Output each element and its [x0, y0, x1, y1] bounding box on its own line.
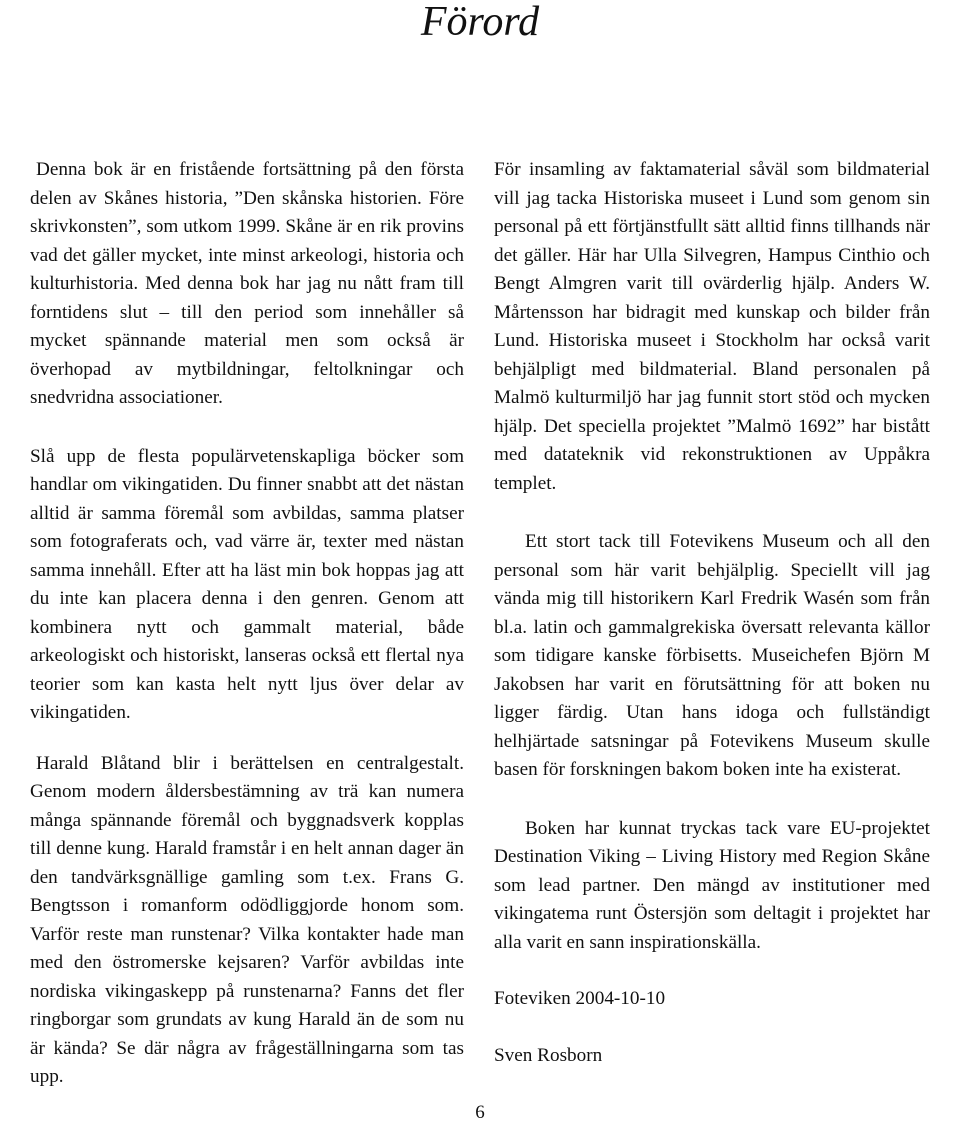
- thanks-paragraph: Ett stort tack till Fotevikens Museum och all den personal som här varit behjälplig. Speciellt vill jag vända mig till historikern Karl Fredrik Wasén som från bl.a. latin och gammalgrekiska översatt relevanta källor som tidigare kanske förbisetts. Museichefen Björn M Jakobsen har varit en förutsättning för att boken nu ligger färdig. Utan hans idoga och fullständigt helhjärtade satsningar på Fotevikens Museum skulle basen för forskningen bakom boken inte ha existerat.: [494, 531, 930, 780]
- author-signature: Sven Rosborn: [494, 1044, 603, 1066]
- page-title: Förord: [420, 0, 540, 45]
- intro-paragraph: Denna bok är en fristående fortsättning på den första delen av Skånes historia, ”Den skånska historien. Före skrivkonsten”, som utkom 1999. Skåne är en rik provins vad det gäller mycket, inte minst arkeologi, historia och kulturhistoria. Med denna bok har jag nu nått fram till forntidens slut – till den period som innehåller så mycket spännande material men som också är överhopad av mytbildningar, feltolkningar och snedvridna associationer.: [30, 159, 464, 408]
- right-column: [494, 156, 930, 1070]
- harald-paragraph: Harald Blåtand blir i berättelsen en centralgestalt. Genom modern åldersbestämning av trä kan numera många spännande föremål och byggnadsverk kopplas till denne kung. Harald framstår i en helt annan dager än den tandvärksgnällige gamling som t.ex. Frans G. Bengtsson i romanform odödliggjorde honom som. Varför reste man runstenar? Vilka kontakter hade man med den östromerske kejsaren? Varför avbildas inte nordiska vikingaskepp på runstenarna? Fanns det fler ringborgar som grundats av kung Harald än de som nu är kända? Se där några av frågeställningarna som tas upp.: [30, 752, 464, 1087]
- place-date: Foteviken 2004-10-10: [494, 988, 666, 1009]
- page-number: 6: [475, 1102, 485, 1123]
- acknowledgement-paragraph: För insamling av faktamaterial såväl som bildmaterial vill jag tacka Historiska museet i Lund som genom sin personal på ett förtjänstfullt sätt alltid finns tillhands när det gäller. Här har Ulla Silvegren, Hampus Cinthio och Bengt Almgren varit till ovärderlig hjälp. Anders W. Mårtensson har bidragit med kunskap och bilder från Lund. Historiska museet i Stockholm har också varit behjälpligt med bildmaterial. Bland personalen på Malmö kulturmiljö har jag funnit stort stöd och mycken hjälp. Det speciella projektet ”Malmö 1692” har bistått med datateknik vid rekonstruktionen av Uppåkra templet.: [494, 159, 930, 494]
- genre-paragraph: Slå upp de flesta populärvetenskapliga böcker som handlar om vikingatiden. Du finner snabbt att det nästan alltid är samma föremål som avbildas, samma platser som fotograferats och, vad värre är, texter med nästan samma innehåll. Efter att ha läst min bok hoppas jag att du inte kan placera denna i den genren. Genom att kombinera nytt och gammalt material, både arkeologiskt och historiskt, lanseras också ett flertal nya teorier som kan kasta helt nytt ljus över delar av vikingatiden.: [30, 445, 464, 723]
- funding-paragraph: Boken har kunnat tryckas tack vare EU-projektet Destination Viking – Living History med Region Skåne som lead partner. Den mängd av institutioner med vikingatema runt Östersjön som deltagit i projektet har alla varit en sann inspirationskälla.: [494, 817, 930, 953]
- left-column: [30, 156, 464, 1092]
